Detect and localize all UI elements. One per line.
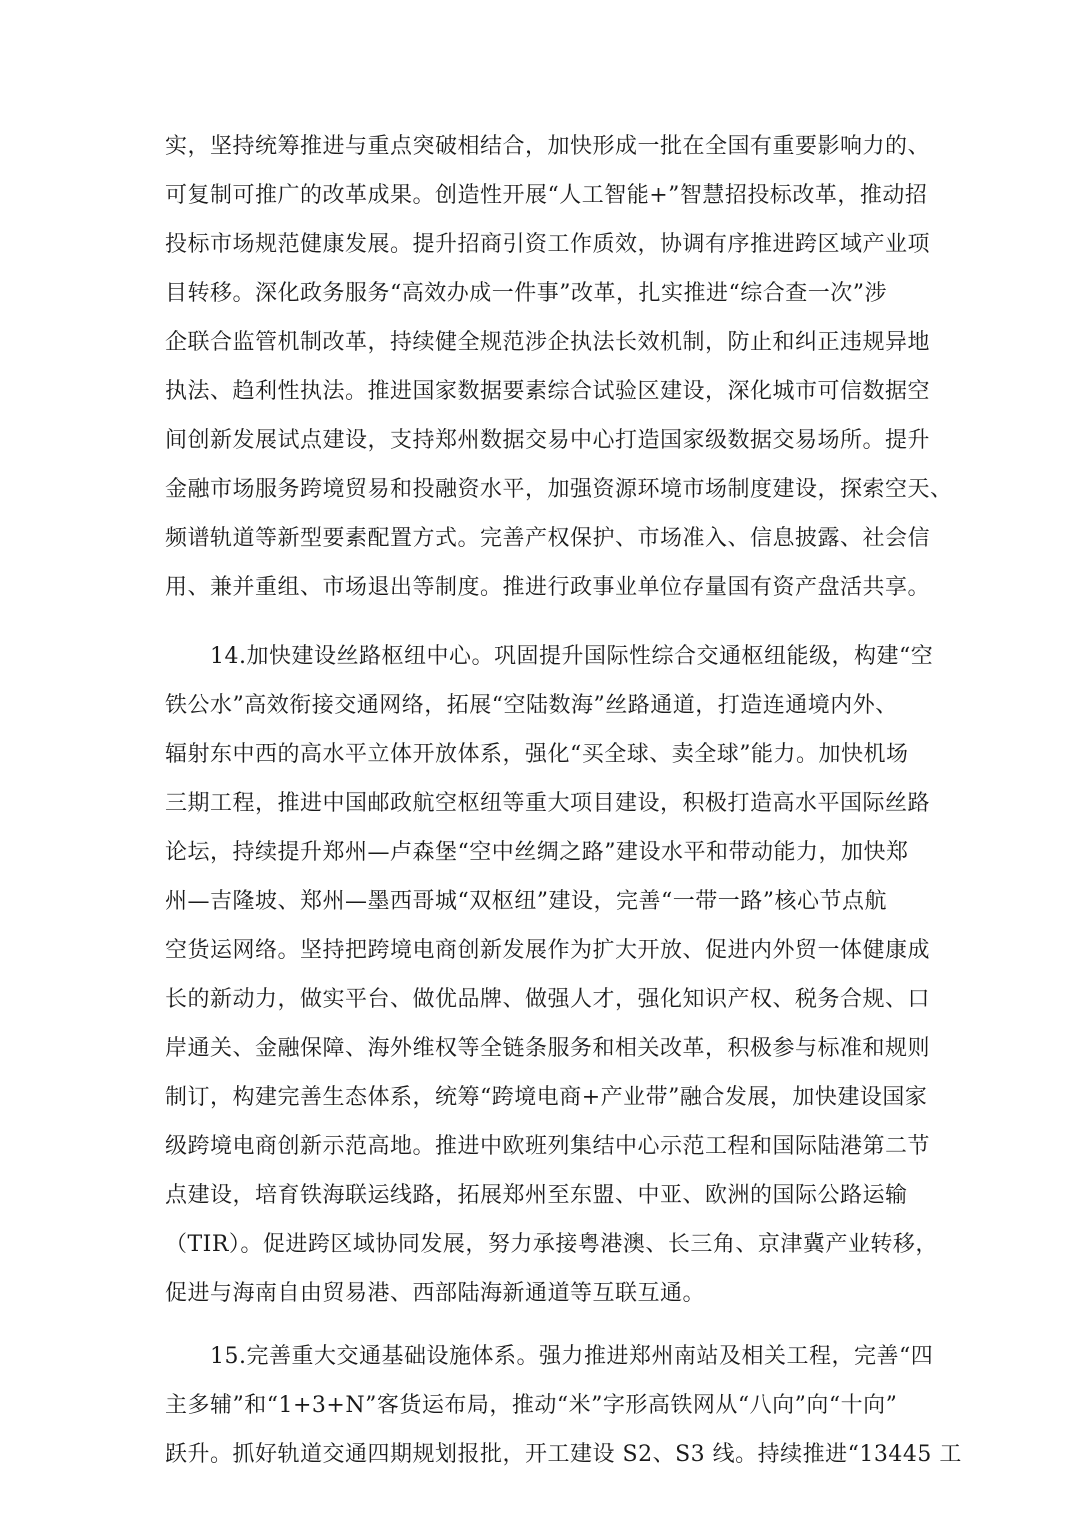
text-line: 频谱轨道等新型要素配置方式。完善产权保护、市场准入、信息披露、社会信 (165, 526, 931, 551)
text-line: 目转移。深化政务服务“高效办成一件事”改革，扎实推进“综合查一次”涉 (165, 281, 887, 306)
text-line: 执法、趋利性执法。推进国家数据要素综合试验区建设，深化城市可信数据空 (165, 379, 931, 404)
text-line: 论坛，持续提升郑州—卢森堡“空中丝绸之路”建设水平和带动能力，加快郑 (165, 840, 909, 865)
text-line: （TIR）。促进跨区域协同发展，努力承接粤港澳、长三角、京津冀产业转移， (165, 1232, 938, 1257)
text-line: 铁公水”高效衔接交通网络，拓展“空陆数海”丝路通道，打造连通境内外、 (165, 693, 898, 718)
text-line: 空货运网络。坚持把跨境电商创新发展作为扩大开放、促进内外贸一体健康成 (165, 938, 931, 963)
text-line: 长的新动力，做实平台、做优品牌、做强人才，强化知识产权、税务合规、口 (165, 987, 931, 1012)
text-line: 主多辅”和“1+3+N”客货运布局，推动“米”字形高铁网从“八向”向“十向” (165, 1393, 898, 1418)
text-line: 级跨境电商创新示范高地。推进中欧班列集结中心示范工程和国际陆港第二节 (165, 1134, 931, 1159)
text-line: 15.完善重大交通基础设施体系。强力推进郑州南站及相关工程，完善“四 (210, 1344, 934, 1369)
text-line: 金融市场服务跨境贸易和投融资水平，加强资源环境市场制度建设，探索空天、 (165, 477, 953, 502)
text-line: 州—吉隆坡、郑州—墨西哥城“双枢纽”建设，完善“一带一路”核心节点航 (165, 889, 887, 914)
text-line: 用、兼并重组、市场退出等制度。推进行政事业单位存量国有资产盘活共享。 (165, 575, 931, 600)
text-line: 可复制可推广的改革成果。创造性开展“人工智能+”智慧招投标改革，推动招 (165, 183, 928, 208)
text-line: 投标市场规范健康发展。提升招商引资工作质效，协调有序推进跨区域产业项 (165, 232, 931, 257)
text-line: 制订，构建完善生态体系，统筹“跨境电商+产业带”融合发展，加快建设国家 (165, 1085, 928, 1110)
text-line: 实，坚持统筹推进与重点突破相结合，加快形成一批在全国有重要影响力的、 (165, 134, 931, 159)
text-line: 跃升。抓好轨道交通四期规划报批，开工建设 S2、S3 线。持续推进“13445 工 (165, 1442, 962, 1467)
text-line: 促进与海南自由贸易港、西部陆海新通道等互联互通。 (165, 1281, 706, 1306)
text-line: 点建设，培育铁海联运线路，拓展郑州至东盟、中亚、欧洲的国际公路运输 (165, 1183, 908, 1208)
text-line: 辐射东中西的高水平立体开放体系，强化“买全球、卖全球”能力。加快机场 (165, 742, 909, 767)
text-line: 企联合监管机制改革，持续健全规范涉企执法长效机制，防止和纠正违规异地 (165, 330, 931, 355)
text-line: 三期工程，推进中国邮政航空枢纽等重大项目建设，积极打造高水平国际丝路 (165, 791, 931, 816)
text-line: 岸通关、金融保障、海外维权等全链条服务和相关改革，积极参与标准和规则 (165, 1036, 931, 1061)
text-line: 间创新发展试点建设，支持郑州数据交易中心打造国家级数据交易场所。提升 (165, 428, 931, 453)
text-line: 14.加快建设丝路枢纽中心。巩固提升国际性综合交通枢纽能级，构建“空 (210, 644, 934, 669)
